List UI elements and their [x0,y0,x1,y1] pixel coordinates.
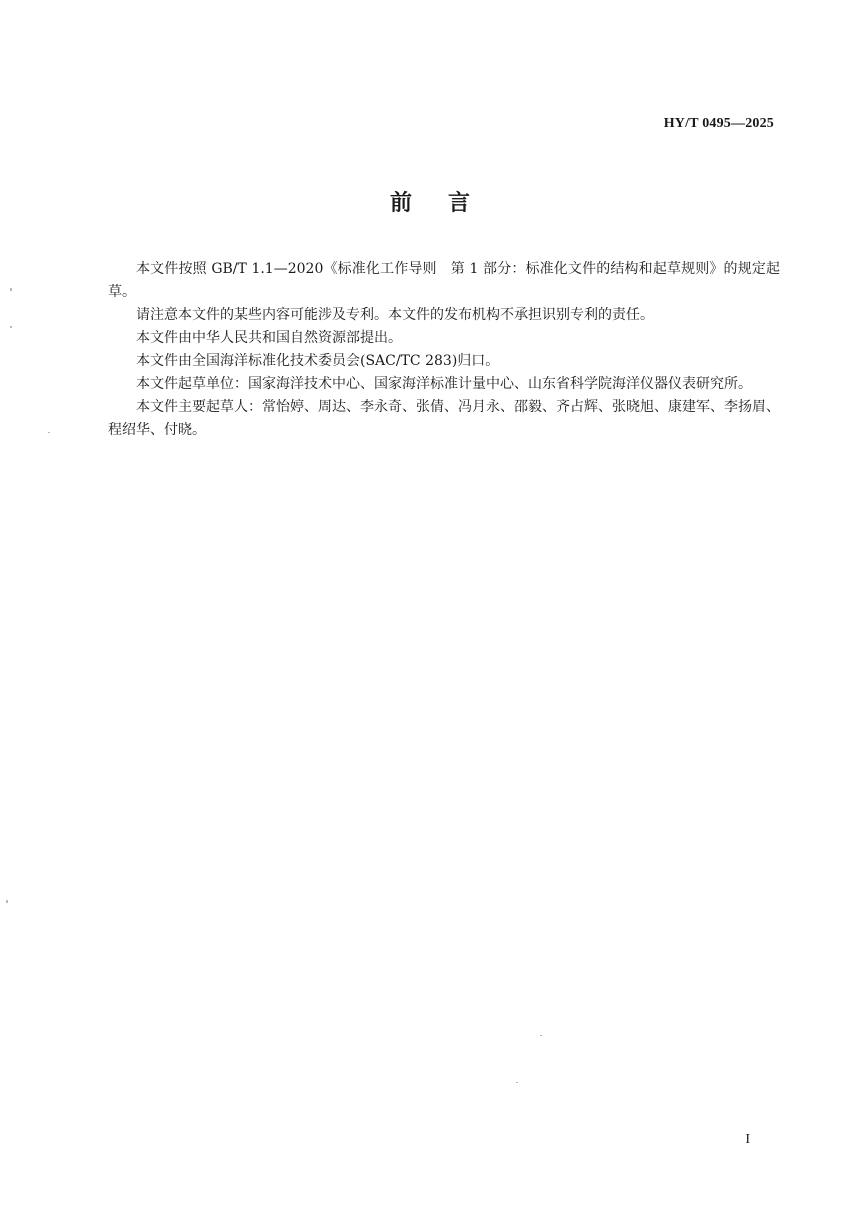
document-code: HY/T 0495—2025 [663,116,774,131]
page-title: 前言 [389,190,506,216]
paragraph-patent-notice: 请注意本文件的某些内容可能涉及专利。本文件的发布机构不承担识别专利的责任。 [136,307,654,323]
scan-speck [516,1082,518,1083]
paragraph-administrator: 本文件由全国海洋标准化技术委员会(SAC/TC 283)归口。 [136,353,500,369]
paragraph-drafting-units: 本文件起草单位：国家海洋技术中心、国家海洋标准计量中心、山东省科学院海洋仪器仪表研究所。 [136,376,752,392]
scan-speck [10,288,12,291]
scan-speck [540,1035,542,1036]
scan-speck [48,432,50,433]
page-number: I [745,1132,750,1147]
paragraph-drafters: 本文件主要起草人：常怡婷、周达、李永奇、张倩、冯月永、邵毅、齐占辉、张晓旭、康建军、李扬眉、程绍华、付晓。 [108,399,780,438]
scan-speck [10,326,12,328]
paragraph-drafting-rules: 本文件按照 GB/T 1.1—2020《标准化工作导则 第 1 部分：标准化文件的结构和起草规则》的规定起草。 [108,261,780,300]
paragraph-proposer: 本文件由中华人民共和国自然资源部提出。 [136,330,402,346]
scan-speck [6,900,8,903]
preface-body [108,258,780,442]
